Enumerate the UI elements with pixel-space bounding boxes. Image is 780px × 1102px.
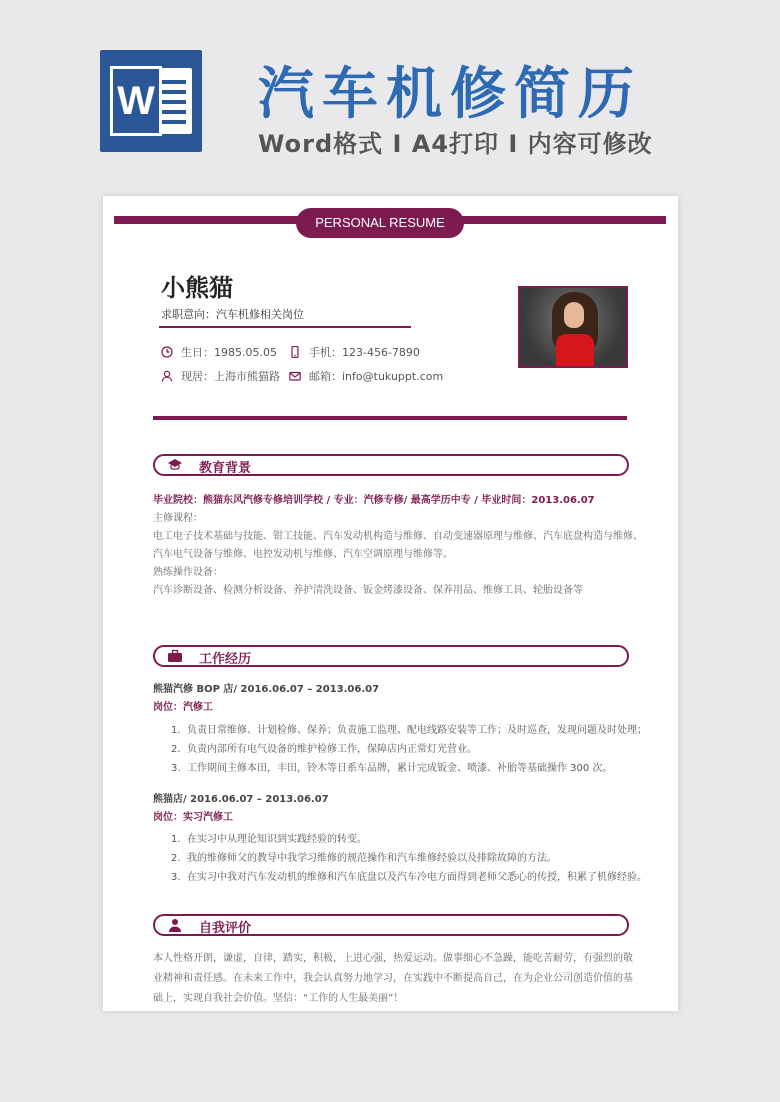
- section-title-education: 教育背景: [199, 461, 252, 476]
- candidate-name: 小熊猫: [161, 274, 233, 302]
- section-title-self: 自我评价: [199, 921, 252, 936]
- residence-text: 现居：上海市熊猫路: [181, 370, 280, 383]
- birthday-info: [161, 344, 277, 360]
- self-line-2: 业精神和责任感。在未来工作中，我会认真努力地学习，在实践中不断提高自己，在为企业公司创造价值的基: [153, 973, 633, 984]
- page-title: 汽车机修简历: [258, 62, 642, 127]
- job-2-position: 岗位：实习汽修工: [153, 812, 233, 823]
- education-school: 毕业院校：熊猫东风汽修专修培训学校 / 专业：汽修专修/ 最高学历中专 / 毕业时间：2013.06.07: [153, 495, 595, 506]
- calendar-icon: [161, 346, 173, 358]
- user-icon: [167, 918, 183, 932]
- job-2-company: 熊猫店/ 2016.06.07 – 2013.06.07: [153, 794, 329, 805]
- section-title-work: 工作经历: [199, 652, 252, 667]
- section-header-self: [153, 914, 629, 936]
- email-info: [289, 368, 443, 384]
- job-2-item: 3. 在实习中我对汽车发动机的维修和汽车底盘以及汽车冷电方面得到老师父悉心的传授，积累了机修经验。: [171, 872, 647, 883]
- job-2-item: 1. 在实习中从理论知识到实践经验的转变。: [171, 834, 367, 845]
- job-1-company: 熊猫汽修 BOP 店/ 2016.06.07 – 2013.06.07: [153, 684, 380, 695]
- briefcase-icon: [167, 649, 183, 663]
- residence-info: [161, 368, 280, 384]
- mail-icon: [289, 370, 301, 382]
- phone-text: 手机：123-456-7890: [309, 346, 420, 359]
- birthday-text: 生日：1985.05.05: [181, 346, 277, 359]
- skills-label: 熟练操作设备：: [153, 567, 223, 578]
- page-subtitle: Word格式 I A4打印 I 内容可修改: [258, 130, 653, 158]
- job-1-position: 岗位：汽修工: [153, 702, 213, 713]
- phone-info: [289, 344, 420, 360]
- section-header-work: [153, 645, 629, 667]
- job-1-item: 3. 工作期间主修本田，丰田，铃木等日系车品牌，累计完成钣金、喷漆、补胎等基础操作 300 次。: [171, 763, 613, 774]
- section-header-education: [153, 454, 629, 476]
- job-1-item: 1. 负责日常维修、计划检修、保养；负责施工监理、配电线路安装等工作；及时巡查，发现问题及时处理；: [171, 725, 647, 736]
- job-objective: 求职意向：汽车机修相关岗位: [161, 308, 304, 321]
- courses-line-2: 汽车电气设备与维修、电控发动机与维修、汽车空调原理与维修等。: [153, 549, 453, 560]
- graduation-cap-icon: [167, 458, 183, 472]
- word-app-icon: [100, 50, 202, 152]
- job-1-item: 2. 负责内部所有电气设备的维护检修工作，保障店内正常灯光营业。: [171, 744, 477, 755]
- word-letter: W: [110, 66, 162, 136]
- job-2-item: 2. 我的维修师父的教导中我学习维修的规范操作和汽车维修经验以及排除故障的方法。: [171, 853, 557, 864]
- courses-label: 主修课程：: [153, 513, 203, 524]
- self-line-1: 本人性格开朗，谦虚，自律，踏实，积极，上进心强，热爱运动。做事细心不急躁，能吃苦耐劳，有强烈的敬: [153, 953, 633, 964]
- email-text: 邮箱：info@tukuppt.com: [309, 370, 444, 383]
- phone-icon: [289, 346, 301, 358]
- header-divider: [153, 416, 627, 420]
- resume-paper: [103, 196, 678, 1011]
- skills-list: 汽车诊断设备、检测分析设备、养护清洗设备、钣金烤漆设备、保养用品、维修工具、轮胎设备等: [153, 585, 583, 596]
- resume-badge: PERSONAL RESUME: [296, 208, 464, 238]
- person-icon: [161, 370, 173, 382]
- profile-photo: [518, 286, 628, 368]
- courses-line-1: 电工电子技术基础与技能、钳工技能、汽车发动机构造与维修、自动变速器原理与维修、汽车底盘构造与维修、: [153, 531, 643, 542]
- self-line-3: 础上，实现自我社会价值。坚信：“工作的人生最美丽”！: [153, 993, 404, 1004]
- objective-underline: [159, 326, 411, 328]
